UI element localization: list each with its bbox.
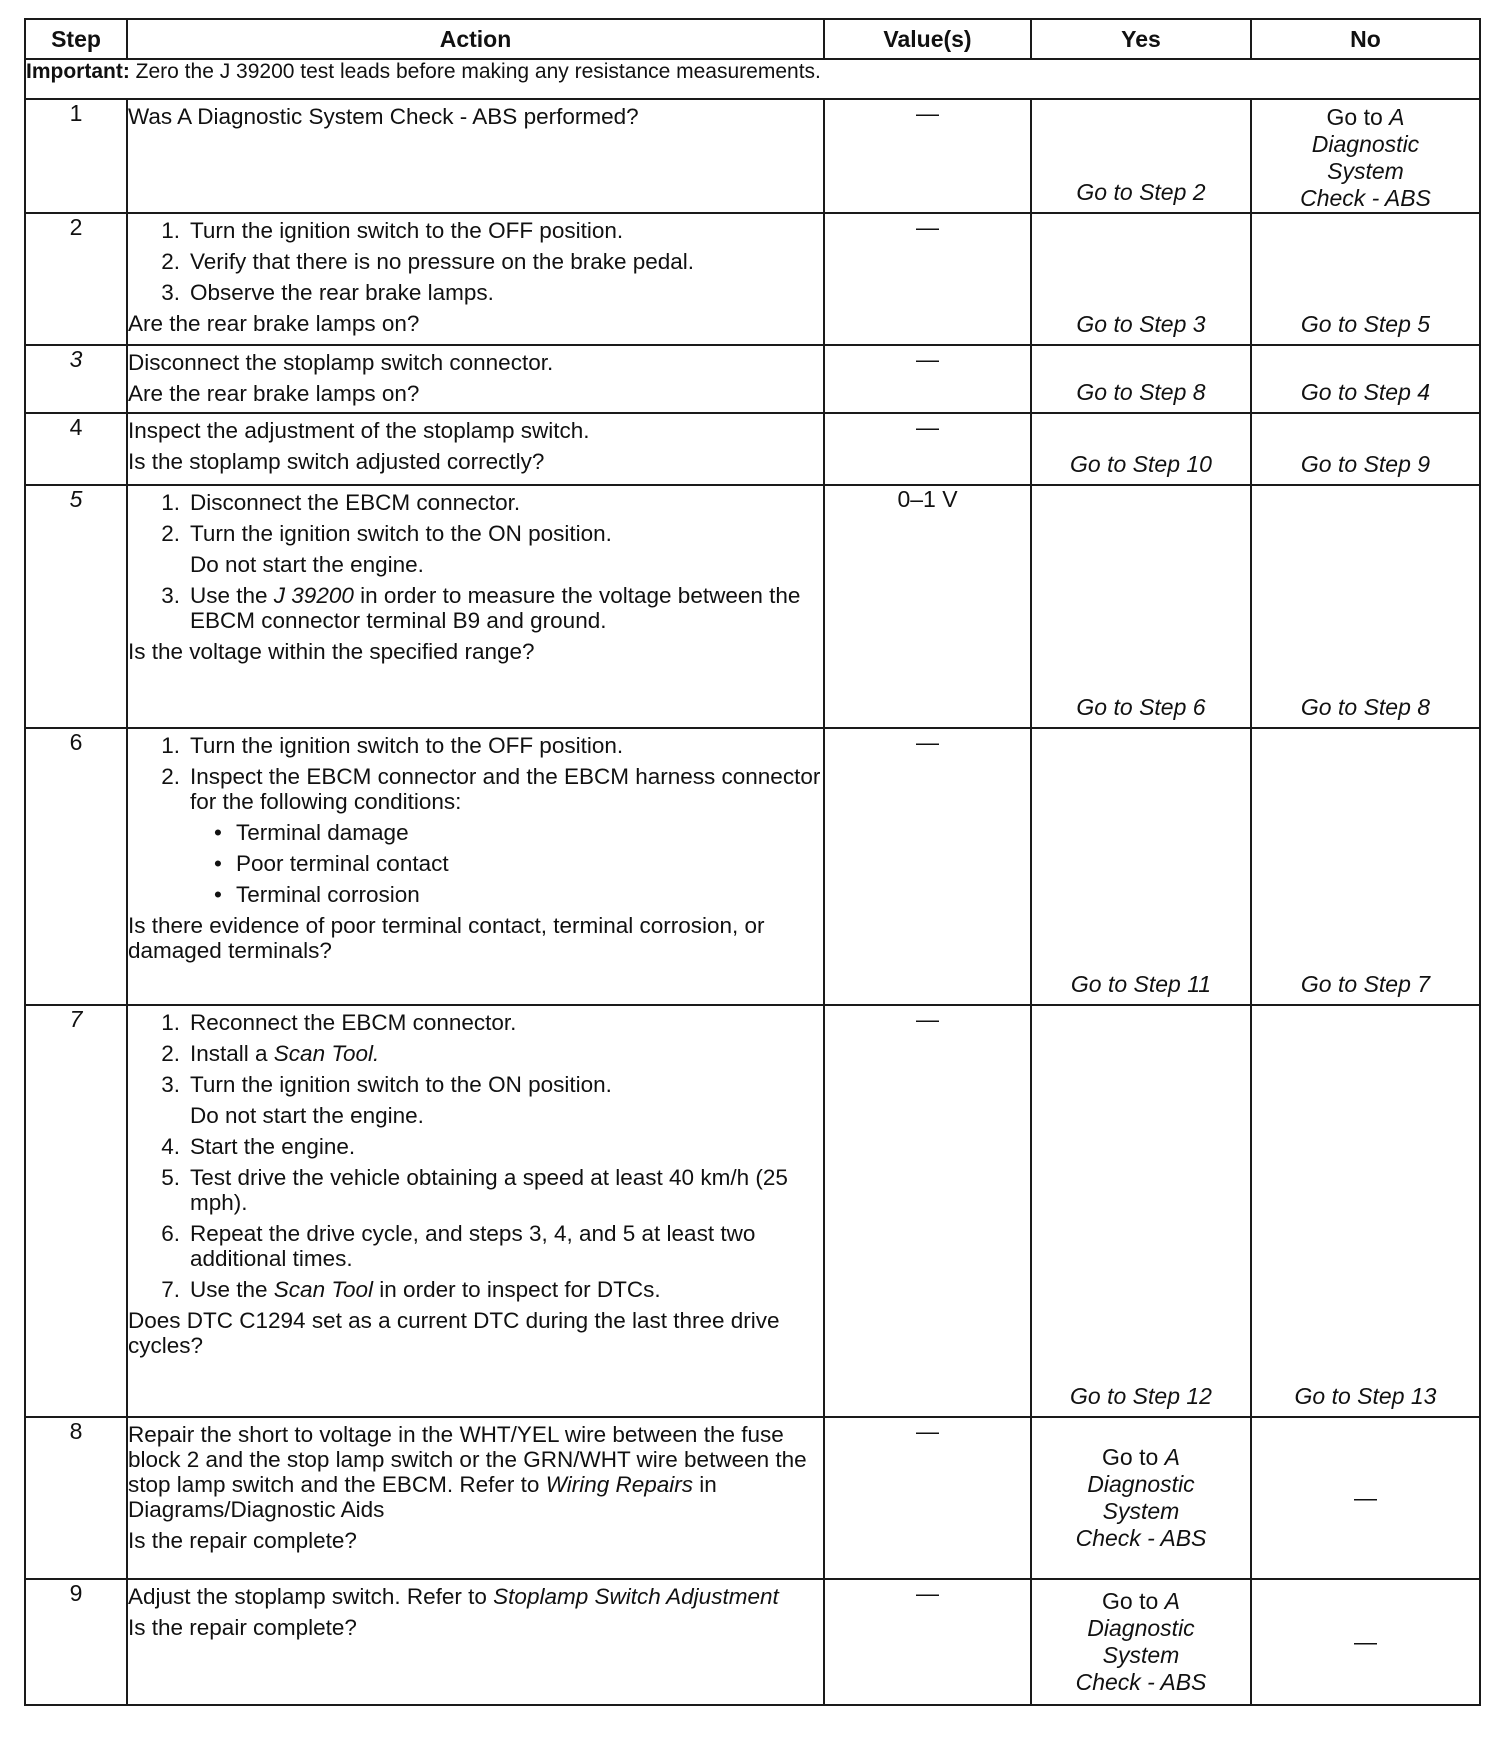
- list-item: 1. Reconnect the EBCM connector.: [161, 1010, 517, 1035]
- yes-link[interactable]: Go to Step 6: [1076, 694, 1206, 720]
- step-number: 4: [25, 413, 127, 485]
- step-number: 2: [25, 213, 127, 345]
- no-link[interactable]: Go to Step 5: [1300, 311, 1431, 337]
- goto-target: A: [1164, 1588, 1180, 1614]
- yes-link[interactable]: Go to Step 10: [1070, 451, 1212, 477]
- question-text: Are the rear brake lamps on?: [128, 311, 420, 336]
- no-cell: [1251, 1417, 1480, 1579]
- list-subtext: Do not start the engine.: [190, 552, 424, 577]
- bullet-item: • Terminal corrosion: [214, 882, 420, 907]
- yes-cell: [1031, 728, 1251, 1005]
- no-cell: [1251, 728, 1480, 1005]
- value-cell: —: [824, 213, 1031, 345]
- no-cell: [1251, 99, 1480, 213]
- question-text: Is the stoplamp switch adjusted correctly?: [128, 449, 545, 474]
- value-cell: —: [824, 99, 1031, 213]
- bullet-item: • Poor terminal contact: [214, 851, 449, 876]
- no-link[interactable]: Go to Step 13: [1294, 1383, 1437, 1409]
- yes-cell: [1031, 1005, 1251, 1417]
- list-item: 2. Turn the ignition switch to the ON position.: [161, 521, 612, 546]
- value-cell: —: [824, 1417, 1031, 1579]
- yes-cell: [1031, 99, 1251, 213]
- action-text: Disconnect the stoplamp switch connector.: [128, 350, 554, 375]
- table-row: [25, 213, 1480, 345]
- goto-text: Go to: [1102, 1588, 1165, 1614]
- step-number: 3: [25, 345, 127, 413]
- question-text: Is the voltage within the specified range?: [128, 639, 535, 664]
- no-link[interactable]: [1252, 104, 1479, 212]
- list-item: 2. Verify that there is no pressure on the brake pedal.: [161, 249, 695, 274]
- list-item: 1. Turn the ignition switch to the OFF position.: [161, 218, 624, 243]
- list-item: 4. Start the engine.: [161, 1134, 356, 1159]
- value-cell: —: [824, 413, 1031, 485]
- header-action: Action: [127, 19, 824, 59]
- question-text: Was A Diagnostic System Check - ABS performed?: [128, 104, 639, 129]
- table-row: [25, 99, 1480, 213]
- yes-cell: [1031, 1579, 1251, 1705]
- header-row: [25, 19, 1480, 59]
- list-subtext: Do not start the engine.: [190, 1103, 424, 1128]
- yes-link[interactable]: Go to Step 11: [1070, 971, 1212, 997]
- goto-target: A: [1389, 104, 1405, 130]
- no-cell: [1251, 1579, 1480, 1705]
- goto-line: System: [1102, 1498, 1180, 1524]
- yes-cell: [1031, 345, 1251, 413]
- goto-line: Check - ABS: [1075, 1525, 1207, 1551]
- list-item: 7. Use the Scan Tool in order to inspect for DTCs.: [161, 1277, 661, 1302]
- yes-cell: [1031, 1417, 1251, 1579]
- table-row: [25, 728, 1480, 1005]
- important-note: [25, 59, 1480, 99]
- action-text: Repair the short to voltage in the WHT/YEL wire between the fuse block 2 and the stop lamp switch or the GRN/WHT wire between the stop lamp switch and the EBCM. Refer to Wiring Repairs in Diagrams/Diagnostic Aids: [128, 1422, 807, 1522]
- action-text: Adjust the stoplamp switch. Refer to Stoplamp Switch Adjustment: [128, 1584, 779, 1609]
- goto-line: System: [1327, 158, 1404, 184]
- important-text: Zero the J 39200 test leads before making any resistance measurements.: [129, 60, 821, 83]
- list-item: 2. Inspect the EBCM connector and the EBCM harness connector for the following conditions:: [161, 764, 821, 814]
- yes-link[interactable]: Go to Step 3: [1076, 311, 1206, 337]
- step-number: 8: [25, 1417, 127, 1579]
- no-link[interactable]: Go to Step 9: [1300, 451, 1431, 477]
- header-step: Step: [25, 19, 127, 59]
- question-text: Are the rear brake lamps on?: [128, 381, 420, 406]
- list-item: 1. Disconnect the EBCM connector.: [161, 490, 521, 515]
- yes-link[interactable]: [1032, 1588, 1250, 1696]
- value-cell: —: [824, 1579, 1031, 1705]
- goto-line: Diagnostic: [1311, 131, 1420, 157]
- list-item: 1. Turn the ignition switch to the OFF position.: [161, 733, 624, 758]
- value-cell: —: [824, 345, 1031, 413]
- yes-cell: [1031, 213, 1251, 345]
- goto-text: Go to: [1326, 104, 1390, 130]
- step-number: 9: [25, 1579, 127, 1705]
- list-item: 2. Install a Scan Tool.: [161, 1041, 380, 1066]
- table-row: [25, 1417, 1480, 1579]
- table-row: [25, 1579, 1480, 1705]
- question-text: Is the repair complete?: [128, 1528, 357, 1553]
- value-cell: —: [824, 1005, 1031, 1417]
- value-cell: —: [824, 728, 1031, 1005]
- step-number: 6: [25, 728, 127, 1005]
- yes-link[interactable]: Go to Step 2: [1076, 179, 1206, 205]
- no-cell: [1251, 345, 1480, 413]
- step-number: 7: [25, 1005, 127, 1417]
- action-cell: [127, 213, 824, 345]
- no-cell: [1251, 485, 1480, 728]
- yes-link[interactable]: Go to Step 12: [1070, 1383, 1212, 1409]
- goto-line: System: [1102, 1642, 1180, 1668]
- no-link[interactable]: Go to Step 4: [1300, 379, 1431, 405]
- action-cell: [127, 99, 824, 213]
- goto-line: Diagnostic: [1087, 1471, 1195, 1497]
- action-cell: [127, 1005, 824, 1417]
- no-cell: [1251, 1005, 1480, 1417]
- header-no: No: [1251, 19, 1480, 59]
- no-cell: [1251, 413, 1480, 485]
- yes-cell: [1031, 413, 1251, 485]
- step-number: 1: [25, 99, 127, 213]
- bullet-item: • Terminal damage: [214, 820, 409, 845]
- no-link[interactable]: Go to Step 7: [1300, 971, 1431, 997]
- action-cell: [127, 1417, 824, 1579]
- header-yes: Yes: [1031, 19, 1251, 59]
- action-cell: [127, 728, 824, 1005]
- list-item: 6. Repeat the drive cycle, and steps 3, 4, and 5 at least two additional times.: [161, 1221, 756, 1271]
- value-cell: 0–1 V: [824, 485, 1031, 728]
- table-row: [25, 485, 1480, 728]
- action-cell: [127, 413, 824, 485]
- important-row: [25, 59, 1480, 99]
- no-cell: [1251, 213, 1480, 345]
- goto-target: A: [1164, 1444, 1180, 1470]
- action-cell: [127, 1579, 824, 1705]
- yes-cell: [1031, 485, 1251, 728]
- question-text: Does DTC C1294 set as a current DTC during the last three drive cycles?: [128, 1308, 780, 1358]
- yes-link[interactable]: Go to Step 8: [1076, 379, 1206, 405]
- table-row: [25, 345, 1480, 413]
- list-item: 3. Observe the rear brake lamps.: [161, 280, 494, 305]
- no-value: —: [1354, 1628, 1377, 1655]
- goto-line: Check - ABS: [1075, 1669, 1207, 1695]
- no-value: —: [1354, 1484, 1377, 1511]
- question-text: Is the repair complete?: [128, 1615, 357, 1640]
- question-text: Is there evidence of poor terminal contact, terminal corrosion, or damaged terminals?: [128, 913, 765, 963]
- goto-text: Go to: [1102, 1444, 1165, 1470]
- step-number: 5: [25, 485, 127, 728]
- action-cell: [127, 485, 824, 728]
- goto-line: Diagnostic: [1087, 1615, 1195, 1641]
- important-label: Important:: [26, 60, 130, 83]
- header-values: Value(s): [824, 19, 1031, 59]
- no-link[interactable]: Go to Step 8: [1300, 694, 1431, 720]
- list-item: 3. Use the J 39200 in order to measure the voltage between the EBCM connector terminal B9 and ground.: [161, 583, 801, 633]
- list-item: 3. Turn the ignition switch to the ON position.: [161, 1072, 612, 1097]
- table-row: [25, 1005, 1480, 1417]
- action-text: Inspect the adjustment of the stoplamp switch.: [128, 418, 590, 443]
- table-row: [25, 413, 1480, 485]
- goto-line: Check - ABS: [1300, 185, 1431, 211]
- diagnostic-table: [24, 18, 1481, 1706]
- list-item: 5. Test drive the vehicle obtaining a speed at least 40 km/h (25 mph).: [161, 1165, 788, 1215]
- action-cell: [127, 345, 824, 413]
- yes-link[interactable]: [1032, 1444, 1250, 1552]
